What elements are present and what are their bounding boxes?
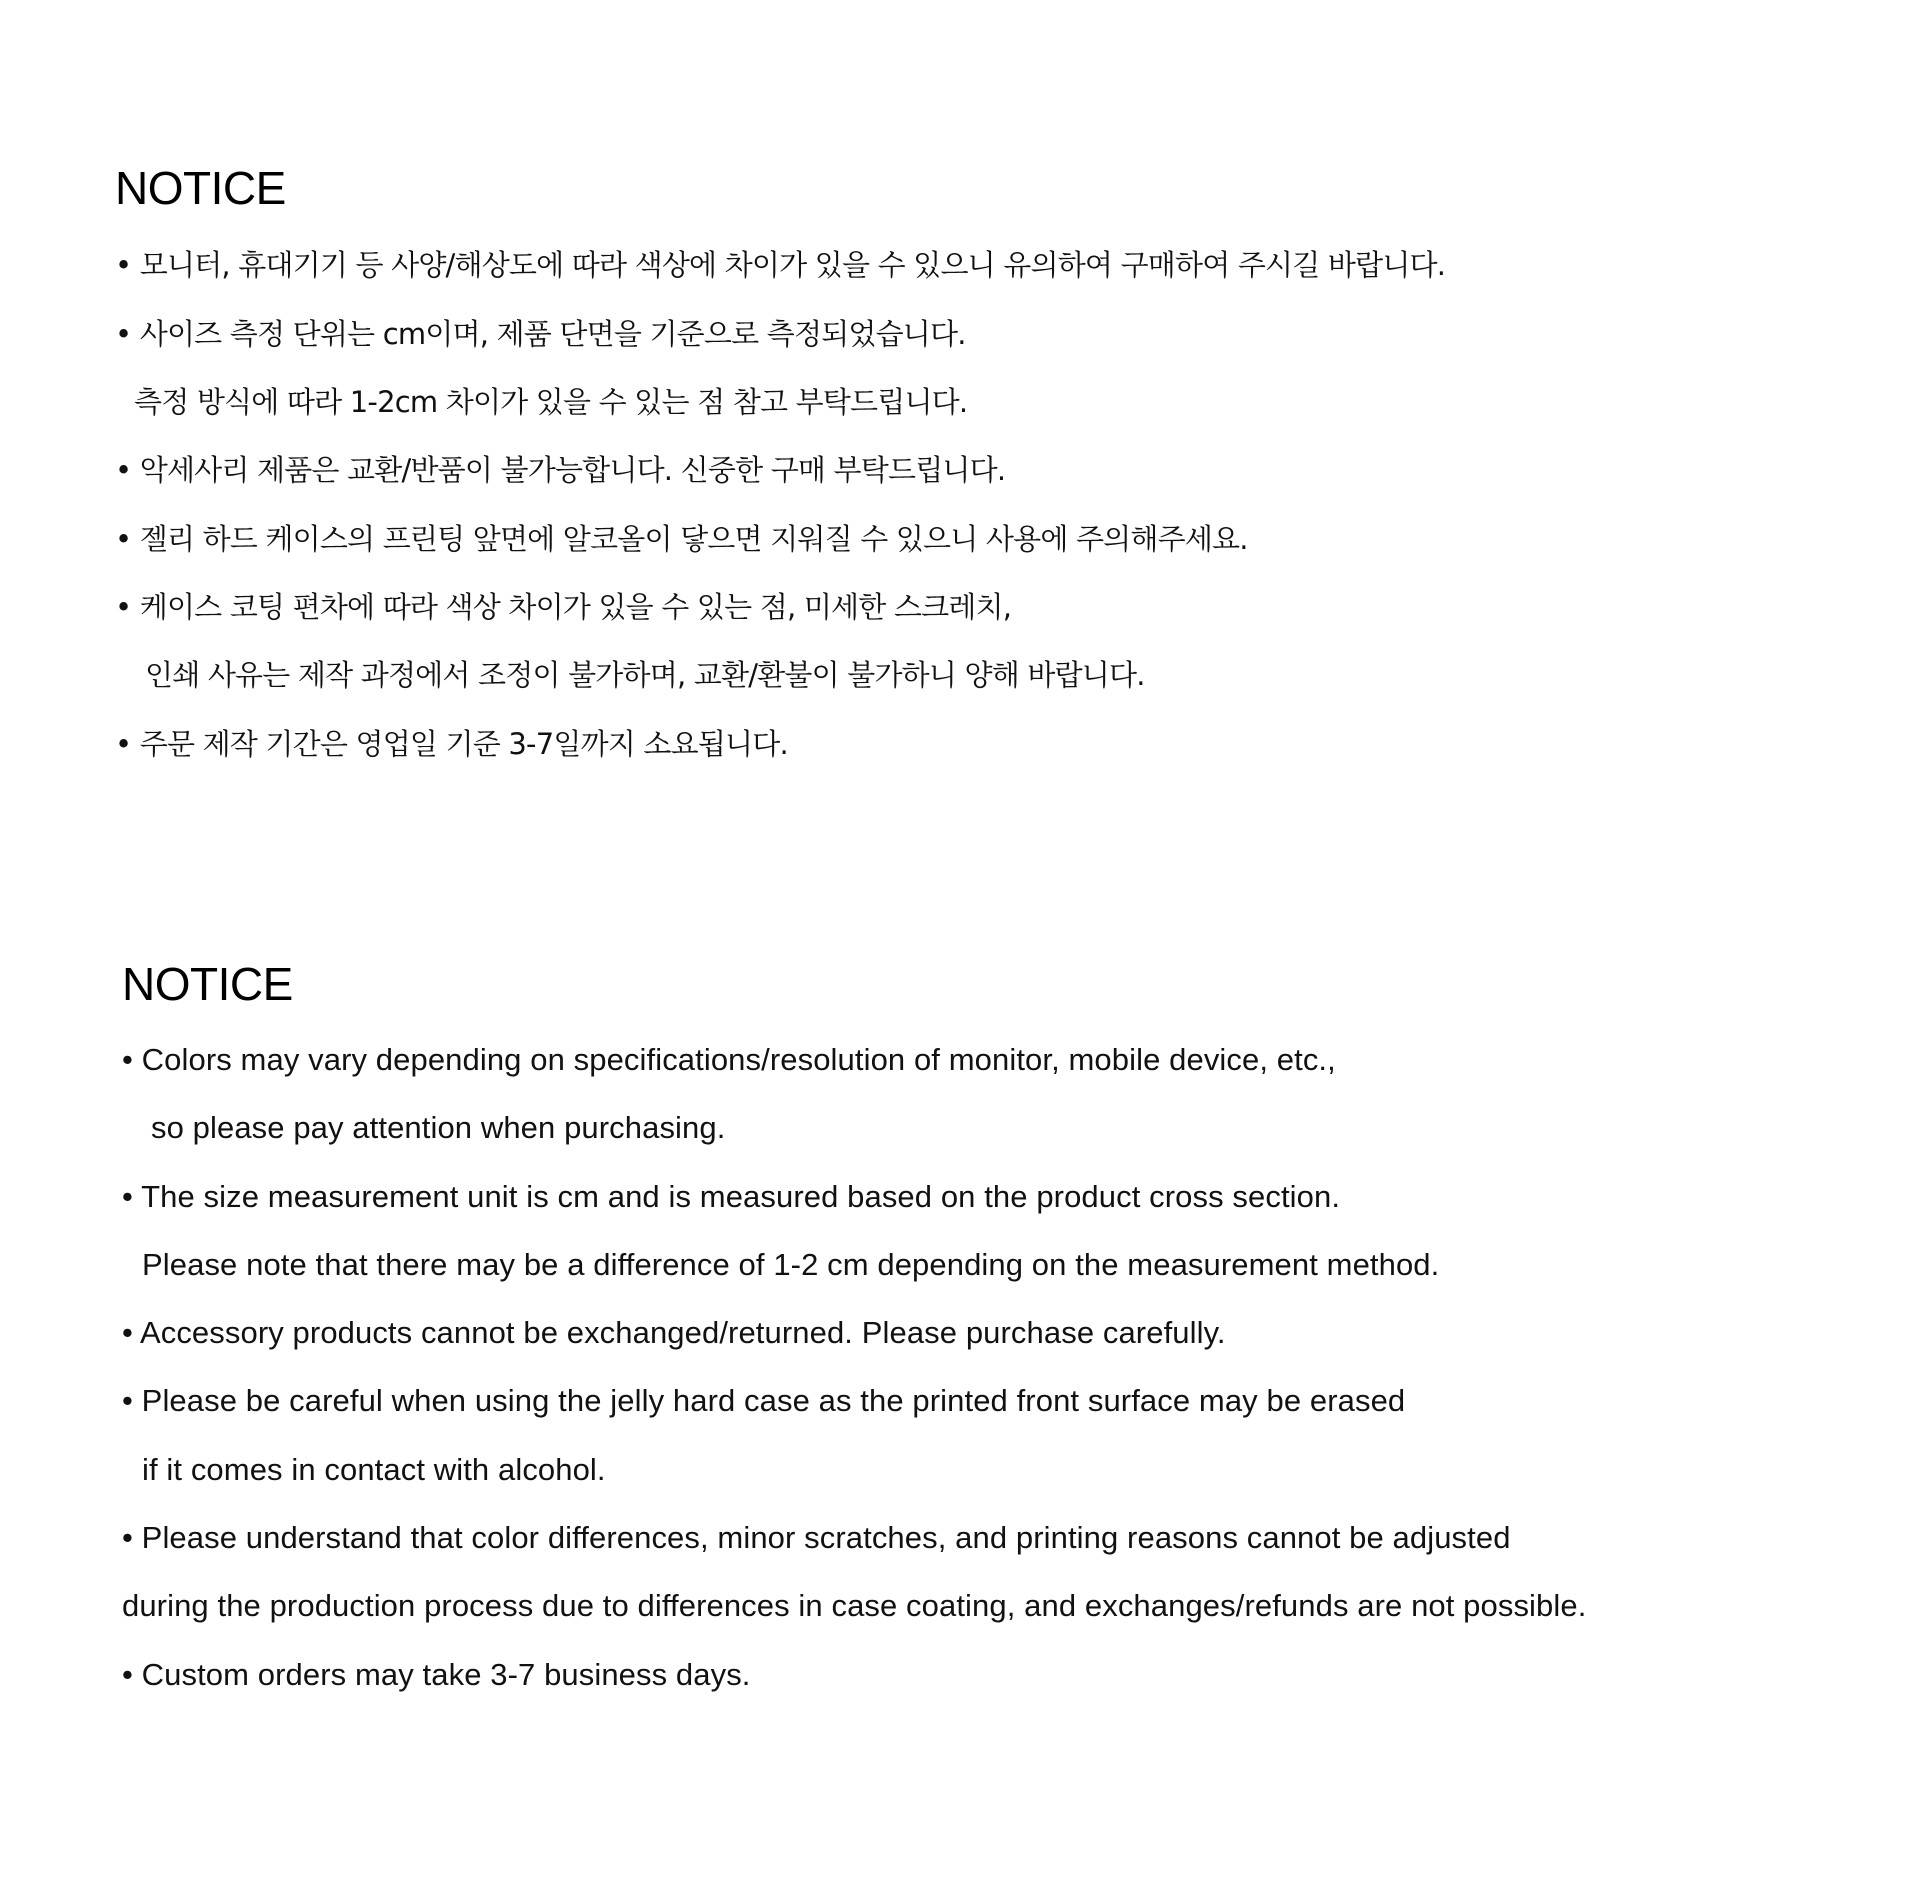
notice-line-english: Please note that there may be a difference of 1-2 cm depending on the measurement method. [142,1247,1440,1282]
notice-line-english: so please pay attention when purchasing. [151,1110,726,1145]
notice-line-english: during the production process due to differences in case coating, and exchanges/refunds are not possible. [122,1588,1587,1623]
notice-line-english: • The size measurement unit is cm and is measured based on the product cross section. [122,1179,1341,1214]
notice-title-korean: NOTICE [115,162,286,214]
notice-line-korean: • 사이즈 측정 단위는 cm이며, 제품 단면을 기준으로 측정되었습니다. [115,317,966,351]
notice-line-korean: • 케이스 코팅 편차에 따라 색상 차이가 있을 수 있는 점, 미세한 스크레치, [115,590,1012,624]
notice-line-english: • Colors may vary depending on specifications/resolution of monitor, mobile device, etc., [122,1042,1336,1077]
notice-line-english: • Accessory products cannot be exchanged/returned. Please purchase carefully. [122,1315,1226,1350]
notice-line-korean: • 악세사리 제품은 교환/반품이 불가능합니다. 신중한 구매 부탁드립니다. [115,453,1006,487]
notice-line-english: • Please understand that color differences, minor scratches, and printing reasons cannot be adjusted [122,1520,1511,1555]
notice-line-korean: 인쇄 사유는 제작 과정에서 조정이 불가하며, 교환/환불이 불가하니 양해 바랍니다. [145,658,1145,692]
notice-line-korean: • 주문 제작 기간은 영업일 기준 3-7일까지 소요됩니다. [115,727,788,761]
notice-title-english: NOTICE [122,958,293,1010]
notice-line-english: • Custom orders may take 3-7 business days. [122,1657,751,1692]
notice-line-korean: • 모니터, 휴대기기 등 사양/해상도에 따라 색상에 차이가 있을 수 있으니 유의하여 구매하여 주시길 바랍니다. [115,248,1446,282]
notice-line-korean: • 젤리 하드 케이스의 프린팅 앞면에 알코올이 닿으면 지워질 수 있으니 사용에 주의해주세요. [115,522,1248,556]
notice-line-english: if it comes in contact with alcohol. [142,1452,606,1487]
notice-line-english: • Please be careful when using the jelly hard case as the printed front surface may be erased [122,1383,1406,1418]
notice-line-korean: 측정 방식에 따라 1-2cm 차이가 있을 수 있는 점 참고 부탁드립니다. [134,385,968,419]
